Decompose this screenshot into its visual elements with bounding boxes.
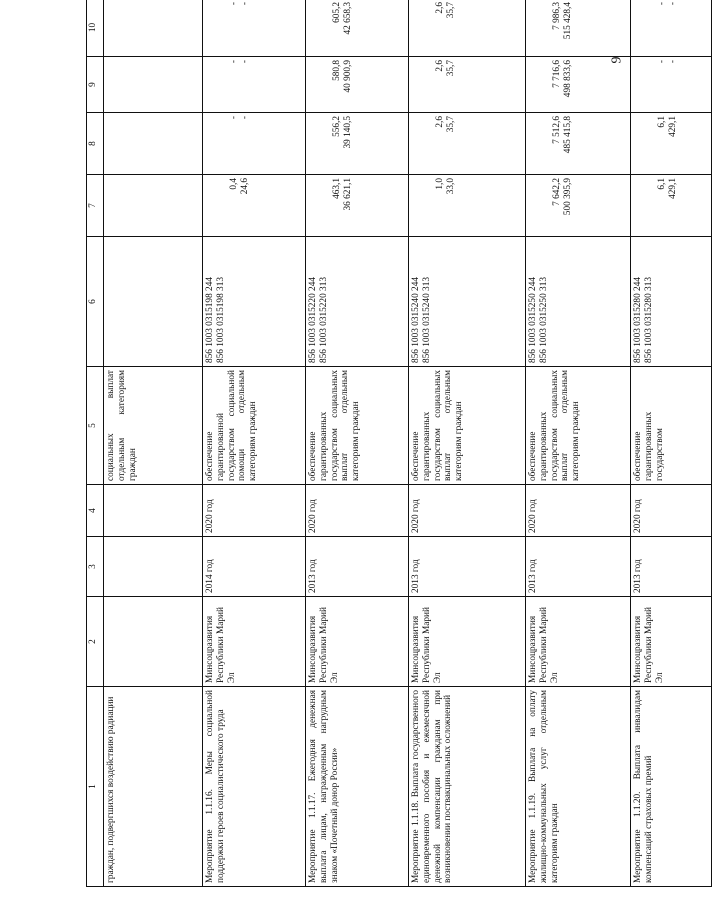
value-cell: 463,1 36 621,1 [306, 175, 409, 237]
value-cell: 6,1 429,1 [631, 175, 712, 237]
measure-name-cell: Мероприятие 1.1.16. Меры социальной поддержки героев социалистического труда [203, 687, 306, 887]
result-cell: обеспечение гарантированных государством социальных выплат отдельным категориям граждан [306, 367, 409, 485]
value-cell [104, 0, 203, 57]
value-cell: - - [631, 57, 712, 113]
budget-code-cell: 856 1003 0315250 244 856 1003 0315250 313 [526, 237, 631, 367]
measure-name-cell: Мероприятие 1.1.19. Выплата на оплату жилищно-коммунальных услуг отдельным категориям граждан [526, 687, 631, 887]
budget-code-cell [104, 237, 203, 367]
start-year-cell: 2013 год [526, 537, 631, 597]
budget-code-cell: 856 1003 0315280 244 856 1003 0315280 313 [631, 237, 712, 367]
measure-name-cell: Мероприятие 1.1.20. Выплата инвалидам компенсаций страховых премий [631, 687, 712, 887]
column-header: 4 [87, 485, 104, 537]
executor-cell: Минсоцразвития Республики Марий Эл [306, 597, 409, 687]
table-row [203, 0, 306, 887]
table-row [104, 0, 203, 887]
result-cell: обеспечение гарантированных государством социальных выплат отдельным категориям граждан [526, 367, 631, 485]
column-header: 9 [87, 57, 104, 113]
table-row [526, 0, 631, 887]
column-header: 8 [87, 113, 104, 175]
result-cell: обеспечение гарантированных государством социальных выплат отдельным категориям граждан [409, 367, 526, 485]
column-header: 1 [87, 687, 104, 887]
value-cell: 0,4 24,6 [203, 175, 306, 237]
start-year-cell: 2013 год [409, 537, 526, 597]
value-cell: 1,0 33,0 [409, 175, 526, 237]
column-header: 2 [87, 597, 104, 687]
rotated-page-content [86, 0, 678, 887]
executor-cell: Минсоцразвития Республики Марий Эл [409, 597, 526, 687]
budget-code-cell: 856 1003 0315240 244 856 1003 0315240 313 [409, 237, 526, 367]
value-cell: 605,2 42 658,3 [306, 0, 409, 57]
value-cell: 2,6 35,7 [409, 57, 526, 113]
executor-cell: Минсоцразвития Республики Марий Эл [631, 597, 712, 687]
column-header: 5 [87, 367, 104, 485]
page-number: 9 [609, 56, 625, 64]
executor-cell [104, 597, 203, 687]
value-cell: 580,8 40 900,9 [306, 57, 409, 113]
start-year-cell [104, 537, 203, 597]
executor-cell: Минсоцразвития Республики Марий Эл [526, 597, 631, 687]
end-year-cell: 2020 год [526, 485, 631, 537]
column-header: 3 [87, 537, 104, 597]
value-cell: 6,1 429,1 [631, 113, 712, 175]
value-cell: 556,2 39 140,5 [306, 113, 409, 175]
executor-cell: Минсоцразвития Республики Марий Эл [203, 597, 306, 687]
start-year-cell: 2014 год [203, 537, 306, 597]
column-header: 7 [87, 175, 104, 237]
header-row [87, 0, 104, 887]
value-cell: - - [203, 57, 306, 113]
value-cell [104, 57, 203, 113]
value-cell: 7 512,6 485 415,8 [526, 113, 631, 175]
start-year-cell: 2013 год [631, 537, 712, 597]
value-cell: 7 716,6 498 833,6 [526, 57, 631, 113]
end-year-cell: 2020 год [306, 485, 409, 537]
result-cell: обеспечение гарантированных государством [631, 367, 712, 485]
end-year-cell: 2020 год [409, 485, 526, 537]
table-row [306, 0, 409, 887]
measure-name-cell: граждан, подвергшихся воздействию радиации [104, 687, 203, 887]
value-cell: 2,6 35,7 [409, 113, 526, 175]
measure-name-cell: Мероприятие 1.1.18. Выплата государственного единовременного пособия и ежемесячной денежной компенсации гражданам при возникновении поствакцинальных осложнений [409, 687, 526, 887]
value-cell [104, 175, 203, 237]
value-cell: 7 986,3 515 428,4 [526, 0, 631, 57]
end-year-cell: 2020 год [203, 485, 306, 537]
program-measures-table [86, 0, 712, 887]
result-cell: обеспечение гарантированной государством социальной помощи отдельным категориям граждан [203, 367, 306, 485]
value-cell [104, 113, 203, 175]
budget-code-cell: 856 1003 0315220 244 856 1003 0315220 313 [306, 237, 409, 367]
column-header: 6 [87, 237, 104, 367]
value-cell: - - [203, 0, 306, 57]
value-cell: - - [203, 113, 306, 175]
end-year-cell [104, 485, 203, 537]
value-cell: 2,6 35,7 [409, 0, 526, 57]
table-row [631, 0, 712, 887]
start-year-cell: 2013 год [306, 537, 409, 597]
measure-name-cell: Мероприятие 1.1.17. Ежегодная денежная выплата лицам, награжденным нагрудным знаком «Почетный донор России» [306, 687, 409, 887]
value-cell: - - [631, 0, 712, 57]
table-row [409, 0, 526, 887]
end-year-cell: 2020 год [631, 485, 712, 537]
column-header: 10 [87, 0, 104, 57]
result-cell: социальных выплат отдельным категориям граждан [104, 367, 203, 485]
budget-code-cell: 856 1003 0315198 244 856 1003 0315198 313 [203, 237, 306, 367]
value-cell: 7 642,2 500 395,9 [526, 175, 631, 237]
